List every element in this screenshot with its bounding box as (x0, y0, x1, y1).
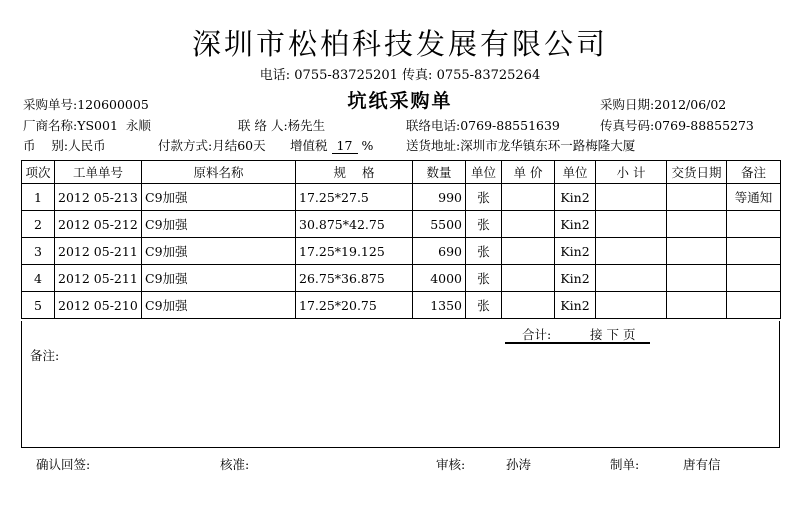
table-row (22, 265, 781, 292)
table-row (22, 292, 781, 319)
currency-value: 人民币 (68, 138, 106, 153)
header-material: 原料名称 (142, 161, 296, 184)
po-number (23, 95, 149, 113)
cell-note (727, 211, 781, 238)
header-quantity: 数量 (413, 161, 466, 184)
cell-spec: 30.875*42.75 (296, 211, 413, 238)
header-delivery-date: 交货日期 (667, 161, 727, 184)
cell-subtotal (596, 184, 667, 211)
cell-unit-price (502, 292, 555, 319)
cell-subtotal (596, 211, 667, 238)
po-number-value: 120600005 (77, 97, 149, 112)
items-table (21, 160, 781, 319)
cell-spec: 26.75*36.875 (296, 265, 413, 292)
company-contact: 电话: 0755-83725201 传真: 0755-83725264 (259, 68, 541, 83)
cell-work-order: 2012 05-211 (55, 238, 142, 265)
cell-quantity: 690 (413, 238, 466, 265)
contact-person (238, 116, 325, 134)
table-row (22, 211, 781, 238)
cell-quantity: 990 (413, 184, 466, 211)
po-number-label: 采购单号: (23, 97, 78, 112)
cell-material: C9加强 (142, 184, 296, 211)
total-label: 合计: (522, 327, 552, 342)
cell-spec: 17.25*20.75 (296, 292, 413, 319)
table-row (22, 184, 781, 211)
vendor (23, 116, 151, 134)
header-item-no: 项次 (22, 161, 55, 184)
confirm-signature-label: 确认回签: (36, 457, 91, 472)
cell-work-order: 2012 05-210 (55, 292, 142, 319)
po-date (600, 95, 726, 113)
header-price-unit: 单位 (555, 161, 596, 184)
address-label: 送货地址: (406, 138, 461, 153)
maker-name: 唐有信 (683, 457, 721, 472)
contact-person-value: 杨先生 (287, 118, 326, 133)
payment-value: 月结60天 (212, 138, 266, 153)
company-name: 深圳市松柏科技发展有限公司 (191, 27, 608, 61)
cell-quantity: 5500 (413, 211, 466, 238)
cell-work-order: 2012 05-212 (55, 211, 142, 238)
total-underline (505, 342, 650, 344)
cell-unit: 张 (466, 265, 502, 292)
cell-unit-price (502, 265, 555, 292)
header-unit-price: 单 价 (502, 161, 555, 184)
cell-note (727, 265, 781, 292)
cell-material: C9加强 (142, 238, 296, 265)
cell-unit: 张 (466, 211, 502, 238)
remarks-box (21, 321, 780, 448)
total-value: 接下页 (590, 327, 640, 342)
cell-spec: 17.25*19.125 (296, 238, 413, 265)
cell-item-no: 5 (22, 292, 55, 319)
address-value: 深圳市龙华镇东环一路梅隆大厦 (460, 138, 636, 153)
cell-price-unit: Kin2 (555, 265, 596, 292)
cell-delivery-date (667, 292, 727, 319)
fax-value: 0769-88855273 (654, 118, 754, 133)
reviewer-name: 孙涛 (506, 457, 532, 472)
cell-note: 等通知 (727, 184, 781, 211)
header-work-order: 工单单号 (55, 161, 142, 184)
cell-item-no: 4 (22, 265, 55, 292)
cell-unit: 张 (466, 184, 502, 211)
cell-spec: 17.25*27.5 (296, 184, 413, 211)
cell-subtotal (596, 238, 667, 265)
vendor-value: YS001 永顺 (77, 118, 151, 133)
cell-item-no: 2 (22, 211, 55, 238)
header-subtotal: 小 计 (596, 161, 667, 184)
cell-unit-price (502, 211, 555, 238)
cell-unit-price (502, 238, 555, 265)
cell-delivery-date (667, 265, 727, 292)
table-row (22, 238, 781, 265)
payment-terms (158, 136, 266, 154)
cell-subtotal (596, 265, 667, 292)
cell-price-unit: Kin2 (555, 238, 596, 265)
cell-price-unit: Kin2 (555, 184, 596, 211)
vendor-label: 厂商名称: (23, 118, 78, 133)
cell-item-no: 1 (22, 184, 55, 211)
remarks-label: 备注: (30, 348, 60, 363)
contact-person-label: 联 络 人: (238, 118, 288, 133)
cell-delivery-date (667, 184, 727, 211)
review-label: 审核: (436, 457, 466, 472)
cell-note (727, 238, 781, 265)
document-title: 坑纸采购单 (347, 90, 453, 112)
cell-work-order: 2012 05-211 (55, 265, 142, 292)
cell-note (727, 292, 781, 319)
currency (23, 136, 106, 154)
contact-phone (406, 116, 560, 134)
maker-label: 制单: (610, 457, 640, 472)
approve-label: 核准: (220, 457, 250, 472)
vat-unit: % (361, 138, 374, 153)
cell-work-order: 2012 05-213 (55, 184, 142, 211)
cell-material: C9加强 (142, 292, 296, 319)
vat-value: 17 (332, 138, 358, 154)
vat (290, 136, 373, 154)
cell-quantity: 1350 (413, 292, 466, 319)
cell-delivery-date (667, 211, 727, 238)
cell-unit: 张 (466, 292, 502, 319)
vat-label: 增值税 (290, 138, 328, 153)
payment-label: 付款方式: (158, 138, 213, 153)
cell-subtotal (596, 292, 667, 319)
currency-label: 币 别: (23, 138, 69, 153)
po-date-label: 采购日期: (600, 97, 655, 112)
po-date-value: 2012/06/02 (654, 97, 727, 112)
delivery-address (406, 136, 635, 154)
cell-material: C9加强 (142, 265, 296, 292)
fax-number (600, 116, 754, 134)
header-spec: 规 格 (296, 161, 413, 184)
contact-phone-value: 0769-88551639 (460, 118, 560, 133)
cell-price-unit: Kin2 (555, 211, 596, 238)
contact-phone-label: 联络电话: (406, 118, 461, 133)
cell-delivery-date (667, 238, 727, 265)
table-header-row (22, 161, 781, 184)
cell-quantity: 4000 (413, 265, 466, 292)
cell-material: C9加强 (142, 211, 296, 238)
fax-label: 传真号码: (600, 118, 655, 133)
cell-price-unit: Kin2 (555, 292, 596, 319)
cell-unit-price (502, 184, 555, 211)
header-unit: 单位 (466, 161, 502, 184)
cell-item-no: 3 (22, 238, 55, 265)
header-note: 备注 (727, 161, 781, 184)
cell-unit: 张 (466, 238, 502, 265)
